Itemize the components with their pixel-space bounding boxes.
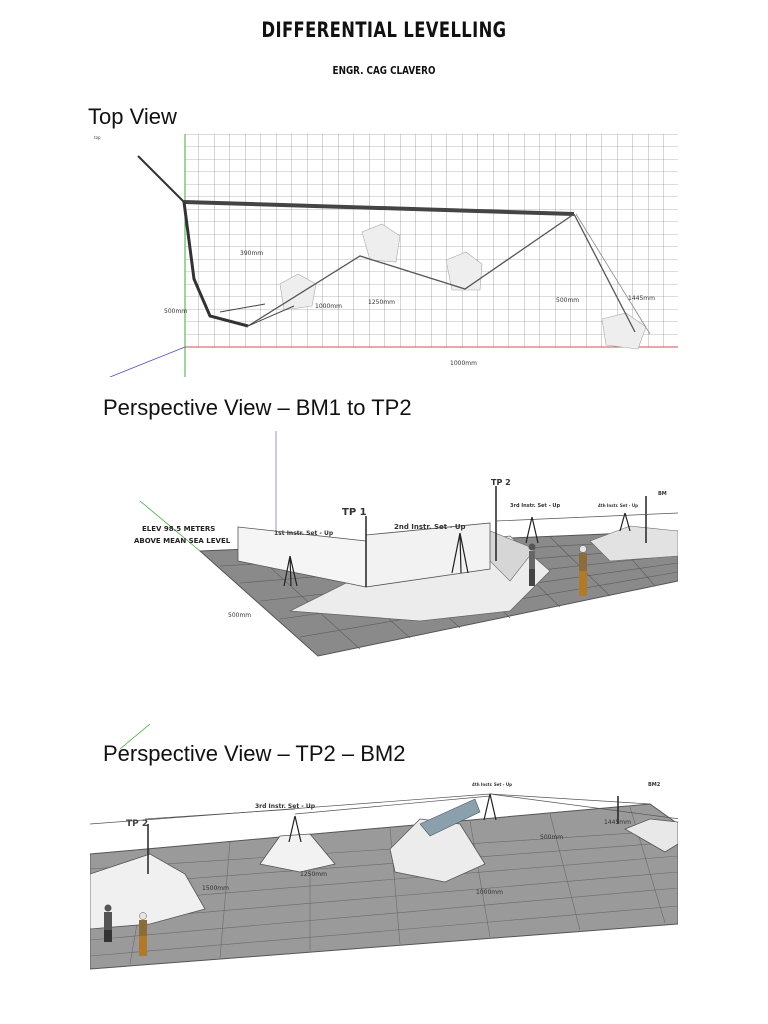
- dimension-label: 500mm: [164, 308, 188, 315]
- elevation-label: ABOVE MEAN SEA LEVEL: [134, 537, 231, 545]
- setup-label: 4th Instr. Set - Up: [598, 503, 638, 508]
- benchmark-label: BM2: [648, 782, 661, 788]
- dimension-label: 1445mm: [628, 295, 655, 302]
- corner-label: top: [94, 135, 101, 140]
- setup-label: 1st Instr. Set - Up: [274, 530, 334, 537]
- turning-point-label: TP 2: [126, 819, 149, 829]
- plan-grid: [185, 134, 678, 347]
- top-view-figure: [90, 134, 678, 377]
- dimension-label: 1250mm: [300, 871, 327, 878]
- dimension-label: 500mm: [556, 297, 580, 304]
- dimension-label: 1445mm: [604, 819, 631, 826]
- setup-label: 3rd Instr. Set - Up: [255, 803, 316, 810]
- perspective-view-1-figure: [90, 431, 678, 688]
- top-view-drawing: [90, 134, 678, 377]
- dimension-label: 1250mm: [368, 299, 395, 306]
- dimension-label: 390mm: [240, 250, 264, 257]
- document-title: DIFFERENTIAL LEVELLING: [261, 18, 507, 42]
- setup-label: 4th Instr. Set - Up: [472, 782, 512, 787]
- setup-label: 2nd Instr. Set - Up: [394, 523, 466, 531]
- benchmark-label: BM: [658, 491, 667, 497]
- turning-point-label: TP 1: [342, 507, 367, 518]
- surveyor-figure: [579, 546, 587, 597]
- dimension-label: 1500mm: [202, 885, 229, 892]
- turning-point-label: TP 2: [491, 478, 511, 487]
- dimension-label: 1000mm: [450, 360, 477, 367]
- dimension-label: 1000mm: [315, 303, 342, 310]
- section-heading-tp2-bm2: Perspective View – TP2 – BM2: [103, 741, 406, 766]
- dimension-label: 500mm: [540, 834, 564, 841]
- author-name: ENGR. CAG CLAVERO: [332, 64, 436, 77]
- dimension-label: 1000mm: [476, 889, 503, 896]
- setup-label: 3rd Instr. Set - Up: [510, 503, 561, 509]
- perspective-drawing-1: [90, 431, 678, 688]
- dimension-label: 500mm: [228, 612, 252, 619]
- section-heading-bm1-tp2: Perspective View – BM1 to TP2: [103, 395, 412, 420]
- elevation-label: ELEV 98.5 METERS: [142, 525, 216, 533]
- section-heading-top-view: Top View: [88, 104, 177, 129]
